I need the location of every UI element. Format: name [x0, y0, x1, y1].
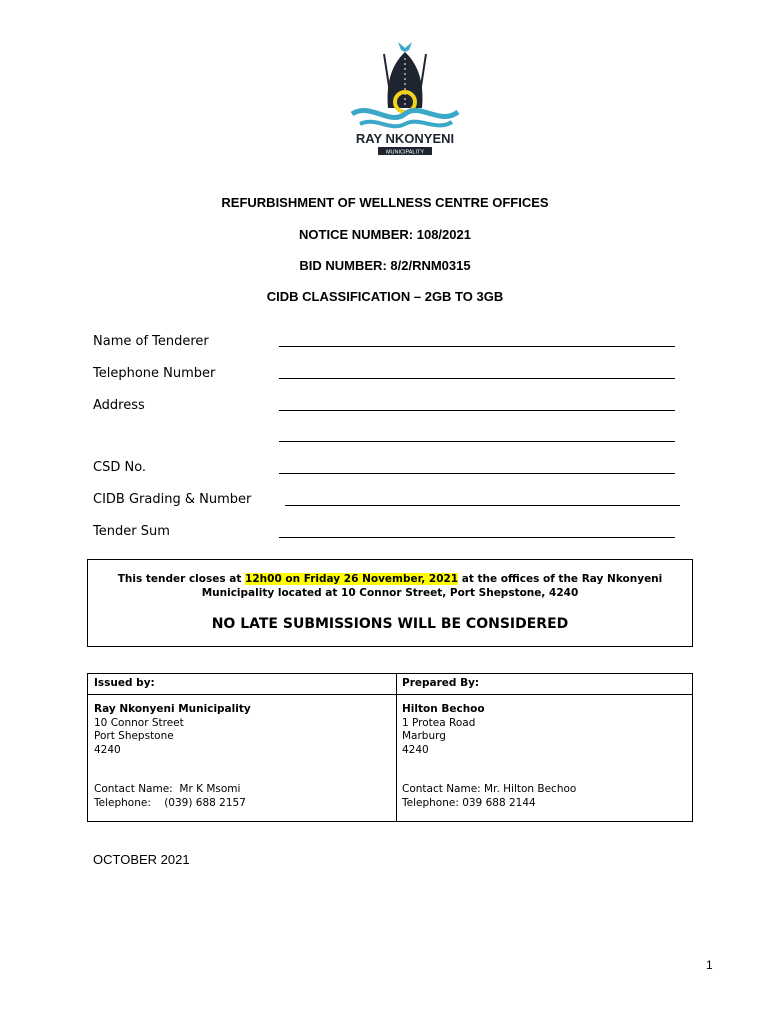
closing-date-highlight: 12h00 on Friday 26 November, 2021	[245, 573, 459, 585]
logo-subtitle: MUNICIPALITY	[385, 149, 425, 156]
issued-by-address	[94, 703, 251, 757]
issued-contact-name: Contact Name: Mr K Msomi	[94, 783, 241, 795]
csd-no-line[interactable]	[279, 473, 675, 474]
address-line-1[interactable]	[279, 410, 675, 411]
issued-by-heading: Issued by:	[94, 677, 155, 689]
closing-notice-box	[87, 559, 693, 647]
issuer-table	[87, 673, 693, 822]
closing-notice-text	[98, 572, 682, 600]
page-number: 1	[706, 958, 713, 972]
field-label-tender-sum: Tender Sum	[93, 524, 170, 539]
table-column-divider	[396, 674, 397, 821]
logo-name: RAY NKONYENI	[355, 131, 455, 146]
prepared-org: Hilton Bechoo	[402, 703, 485, 715]
cidb-grading-line[interactable]	[285, 505, 680, 506]
issued-org: Ray Nkonyeni Municipality	[94, 703, 251, 715]
issued-code: 4240	[94, 743, 121, 756]
closing-text-after: at the offices of the Ray Nkonyeni Municipality located at 10 Connor Street, Port Shepstone, 4240	[201, 573, 663, 599]
field-label-csd-no: CSD No.	[93, 460, 147, 475]
prepared-contact-name: Contact Name: Mr. Hilton Bechoo	[402, 783, 577, 795]
prepared-code: 4240	[402, 743, 429, 756]
prepared-by-heading: Prepared By:	[402, 677, 480, 689]
issued-contact	[94, 782, 246, 810]
bird-icon	[398, 42, 412, 52]
issued-street: 10 Connor Street	[94, 716, 184, 729]
closing-text-before: This tender closes at	[117, 573, 246, 585]
table-row-divider	[88, 694, 692, 695]
notice-number: NOTICE NUMBER: 108/2021	[299, 227, 471, 242]
field-label-name-of-tenderer: Name of Tenderer	[93, 334, 209, 349]
telephone-number-line[interactable]	[279, 378, 675, 379]
no-late-submissions: NO LATE SUBMISSIONS WILL BE CONSIDERED	[211, 616, 569, 632]
municipality-logo	[340, 36, 470, 166]
field-label-cidb-grading: CIDB Grading & Number	[93, 492, 252, 507]
prepared-street: 1 Protea Road	[402, 716, 476, 729]
issued-city: Port Shepstone	[94, 730, 174, 742]
prepared-contact	[402, 782, 576, 810]
document-title: REFURBISHMENT OF WELLNESS CENTRE OFFICES	[221, 195, 549, 210]
issued-telephone: Telephone: (039) 688 2157	[94, 797, 246, 809]
cidb-classification: CIDB CLASSIFICATION – 2GB TO 3GB	[266, 289, 504, 304]
field-label-telephone-number: Telephone Number	[93, 366, 216, 381]
name-of-tenderer-line[interactable]	[279, 346, 675, 347]
prepared-telephone: Telephone: 039 688 2144	[402, 797, 536, 809]
document-date: OCTOBER 2021	[93, 852, 190, 867]
address-line-2[interactable]	[279, 441, 675, 442]
prepared-by-address	[402, 703, 485, 757]
field-label-address: Address	[93, 398, 145, 413]
bid-number: BID NUMBER: 8/2/RNM0315	[299, 258, 471, 273]
prepared-city: Marburg	[402, 730, 446, 742]
tender-sum-line[interactable]	[279, 537, 675, 538]
